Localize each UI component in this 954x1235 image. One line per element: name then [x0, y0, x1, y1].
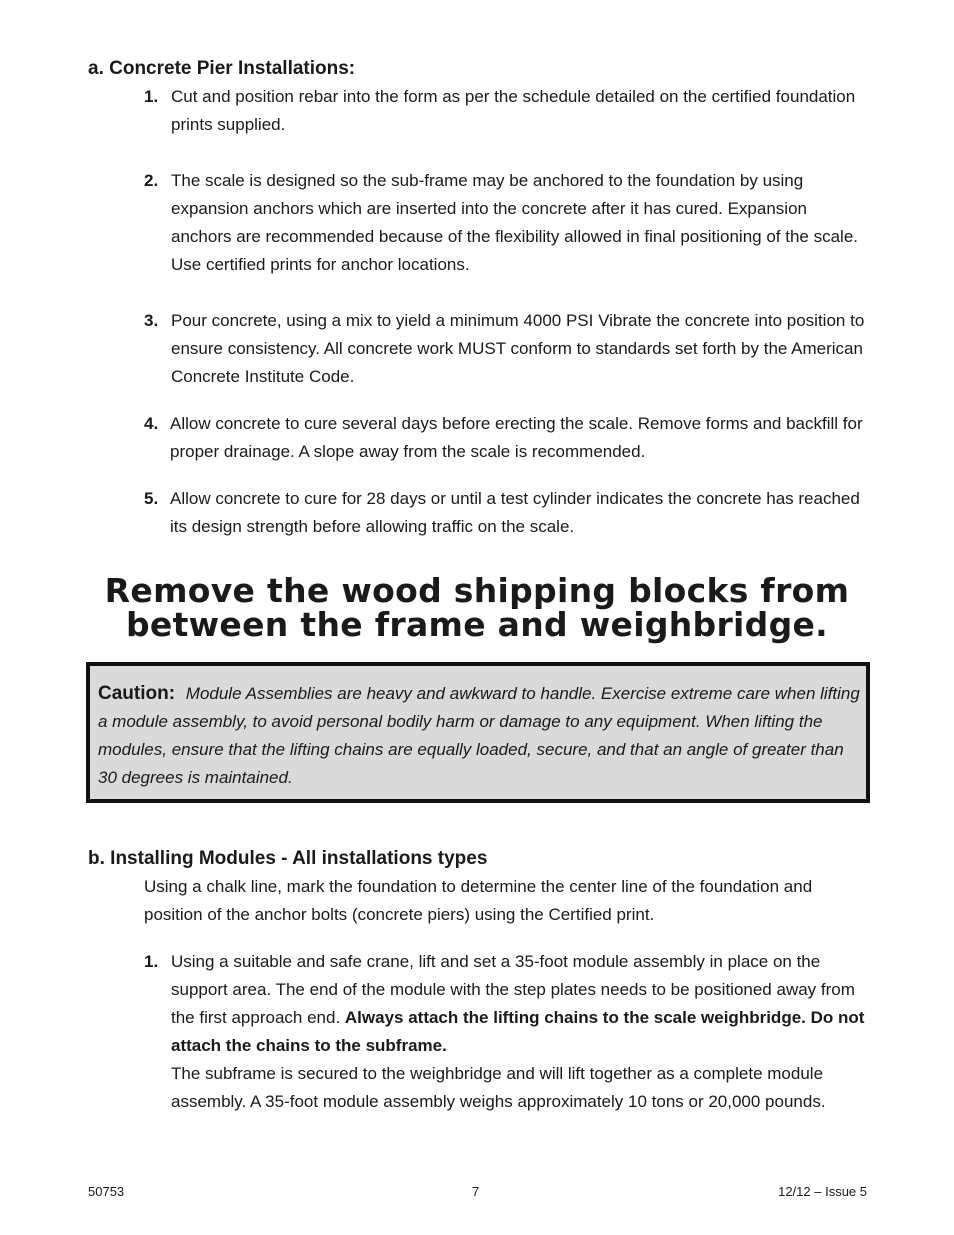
section-b-intro: Using a chalk line, mark the foundation to determine the center line of the foundation and position of the anchor bolts (concrete piers) using the Certified print. — [144, 877, 813, 924]
list-item — [144, 485, 874, 541]
item-number: 1. — [144, 952, 159, 971]
item-number: 5. — [144, 489, 159, 508]
item-text: Allow concrete to cure for 28 days or until a test cylinder indicates the concrete has reached its design strength before allowing traffic on the scale. — [170, 489, 860, 536]
section-b-heading: b. Installing Modules - All installations types — [88, 848, 488, 869]
footer-page-number: 7 — [472, 1184, 480, 1199]
caution-text: Module Assemblies are heavy and awkward to handle. Exercise extreme care when lifting a module assembly, to avoid personal bodily harm or damage to any equipment. When lifting the modules, ensure that the lifting chains are equally loaded, secure, and that an angle of greater than 30 degrees is maintained. — [98, 684, 860, 787]
item-number: 1. — [144, 87, 159, 106]
item-text: Cut and position rebar into the form as per the schedule detailed on the certified foundation prints supplied. — [171, 87, 856, 134]
banner-line-2: between the frame and weighbridge. — [125, 605, 829, 644]
list-item — [144, 948, 869, 1116]
footer-doc-number: 50753 — [88, 1184, 125, 1199]
item-text: Pour concrete, using a mix to yield a minimum 4000 PSI Vibrate the concrete into position to ensure consistency. All concrete work MUST conform to standards set forth by the American Concrete Institute Code. — [171, 311, 865, 386]
banner-line-1: Remove the wood shipping blocks from — [104, 571, 850, 610]
item-text — [144, 948, 869, 1116]
list-item — [144, 410, 869, 466]
caution-box — [86, 662, 870, 803]
caution-text-block — [98, 680, 860, 792]
list-item — [144, 307, 869, 391]
list-item — [144, 167, 869, 279]
caution-label: Caution: — [98, 683, 176, 704]
item-number: 2. — [144, 171, 159, 190]
list-item — [144, 83, 869, 139]
item-number: 3. — [144, 311, 159, 330]
item-text-start: Using a suitable and safe crane, lift and set a 35-foot module assembly in place on the support area. The end of the module with the step plates needs to be positioned away from the first approach end. — [171, 952, 855, 1027]
item-text-bold: Always attach the lifting chains to the scale weighbridge. Do not attach the chains to the subframe. — [171, 1008, 865, 1055]
item-text-end: The subframe is secured to the weighbridge and will lift together as a complete module assembly. A 35-foot module assembly weighs approximately 10 tons or 20,000 pounds. — [171, 1064, 826, 1111]
warning-banner — [60, 571, 894, 644]
item-number: 4. — [144, 414, 159, 433]
footer-issue: 12/12 – Issue 5 — [778, 1184, 867, 1199]
item-text: Allow concrete to cure several days before erecting the scale. Remove forms and backfill for proper drainage. A slope away from the scale is recommended. — [170, 414, 863, 461]
item-text: The scale is designed so the sub-frame may be anchored to the foundation by using expansion anchors which are inserted into the concrete after it has cured. Expansion anchors are recommended because of the flexibility allowed in final positioning of the scale. Use certified prints for anchor locations. — [171, 171, 859, 274]
section-a-heading: a. Concrete Pier Installations: — [88, 58, 356, 79]
